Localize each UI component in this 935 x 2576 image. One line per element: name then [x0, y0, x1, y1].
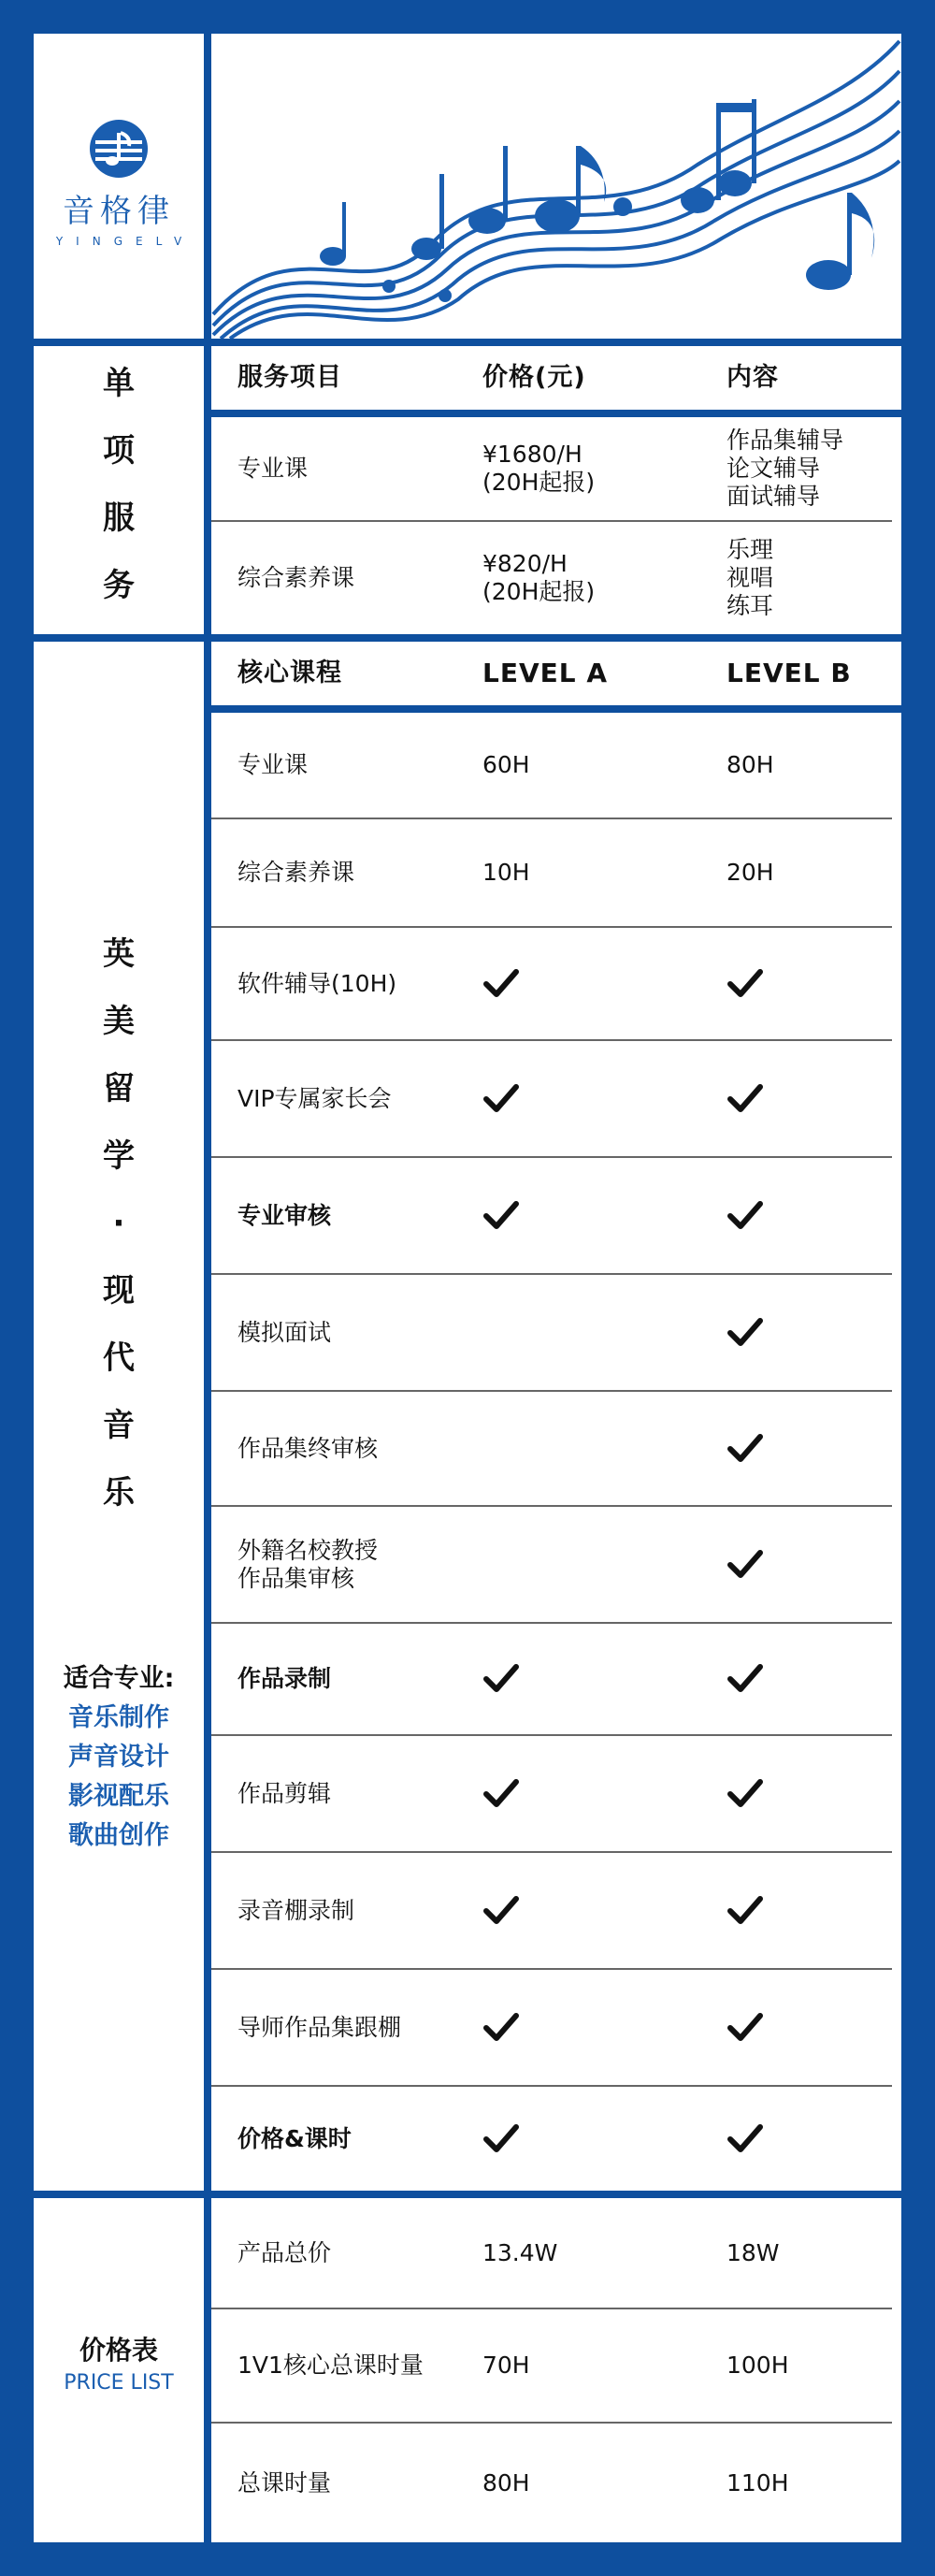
- price-level-a: 70H: [482, 2352, 530, 2379]
- course-name: 外籍名校教授 作品集审核: [237, 1536, 379, 1592]
- course-name: 作品剪辑: [237, 1779, 332, 1807]
- course-name: 综合素养课: [237, 859, 355, 886]
- level-b-check: [726, 1275, 895, 1390]
- course-name: 模拟面试: [237, 1318, 332, 1346]
- brand-name: 音格律: [63, 193, 175, 230]
- checkmark-icon: [482, 1892, 520, 1930]
- brand-logo: [34, 118, 204, 248]
- level-a-empty: [482, 1507, 716, 1622]
- header-service-item: 服务项目: [237, 363, 342, 392]
- section-divider: [34, 339, 901, 346]
- course-name: 作品录制: [237, 1665, 332, 1692]
- level-a-check: [482, 928, 716, 1039]
- level-a-check: [482, 1624, 716, 1734]
- level-a-value: 10H: [482, 859, 530, 886]
- level-b-check: [726, 1624, 895, 1734]
- header-level-a: LEVEL A: [482, 658, 609, 688]
- level-b-value: 20H: [726, 859, 774, 886]
- checkmark-icon: [726, 1660, 764, 1698]
- checkmark-icon: [726, 965, 764, 1003]
- service-price: ¥820/H (20H起报): [482, 550, 596, 605]
- checkmark-icon: [726, 1775, 764, 1813]
- level-a-check: [482, 1853, 716, 1968]
- header-core-course: 核心课程: [237, 658, 342, 687]
- level-b-check: [726, 2087, 895, 2191]
- service-item: 专业课: [237, 455, 309, 482]
- checkmark-icon: [482, 1080, 520, 1118]
- level-a-check: [482, 1970, 716, 2085]
- level-a-check: [482, 2087, 716, 2191]
- checkmark-icon: [482, 2120, 520, 2158]
- price-level-b: 110H: [726, 2468, 789, 2496]
- level-b-check: [726, 1041, 895, 1156]
- service-item: 综合素养课: [237, 564, 355, 591]
- checkmark-icon: [726, 1546, 764, 1584]
- course-name: 软件辅导(10H): [237, 969, 397, 997]
- level-b-check: [726, 1970, 895, 2085]
- course-name: 专业课: [237, 751, 309, 778]
- checkmark-icon: [726, 1430, 764, 1468]
- level-a-check: [482, 1736, 716, 1851]
- level-b-check: [726, 1507, 895, 1622]
- level-a-value: 60H: [482, 751, 530, 778]
- column-divider: [204, 34, 211, 2542]
- major-item: 歌曲创作: [68, 1821, 169, 1850]
- major-item: 音乐制作: [68, 1703, 169, 1732]
- level-a-empty: [482, 1392, 716, 1505]
- price-item-name: 产品总价: [237, 2238, 332, 2266]
- major-item: 影视配乐: [68, 1782, 169, 1811]
- level-a-check: [482, 1041, 716, 1156]
- header-level-b: LEVEL B: [726, 658, 852, 688]
- program-title: 英 美 留 学 · 现 代 音 乐: [103, 935, 135, 1512]
- price-item-name: 1V1核心总课时量: [237, 2352, 424, 2379]
- course-name: 录音棚录制: [237, 1896, 355, 1924]
- level-b-check: [726, 1853, 895, 1968]
- suitable-majors: [34, 1659, 204, 1856]
- price-sheet: [34, 34, 901, 2542]
- course-name: 专业审核: [237, 1201, 332, 1229]
- suitable-label: 适合专业:: [63, 1664, 175, 1693]
- checkmark-icon: [482, 965, 520, 1003]
- level-a-empty: [482, 1275, 716, 1390]
- service-content: 乐理 视唱 练耳: [726, 536, 774, 619]
- checkmark-icon: [726, 2009, 764, 2047]
- course-name: 导师作品集跟棚: [237, 2013, 402, 2041]
- section-divider: [34, 2191, 901, 2198]
- checkmark-icon: [726, 1080, 764, 1118]
- major-item: 声音设计: [68, 1743, 169, 1772]
- level-b-value: 80H: [726, 751, 774, 778]
- level-a-check: [482, 1158, 716, 1273]
- checkmark-icon: [482, 1660, 520, 1698]
- checkmark-icon: [482, 1775, 520, 1813]
- music-note-logo-icon: [88, 118, 150, 180]
- service-content: 作品集辅导 论文辅导 面试辅导: [726, 427, 844, 510]
- header-underline: [211, 410, 901, 417]
- checkmark-icon: [726, 1314, 764, 1352]
- header-underline: [211, 705, 901, 713]
- price-level-b: 18W: [726, 2238, 780, 2266]
- price-item-name: 总课时量: [237, 2468, 332, 2496]
- course-name: 作品集终审核: [237, 1434, 379, 1462]
- brand-subtitle: YINGELV: [55, 235, 195, 248]
- course-name: 价格&课时: [237, 2124, 352, 2152]
- checkmark-icon: [726, 1892, 764, 1930]
- header-content: 内容: [726, 363, 779, 392]
- price-level-a: 80H: [482, 2468, 530, 2496]
- single-service-title: 单 项 服 务: [103, 365, 135, 604]
- level-b-check: [726, 928, 895, 1039]
- level-b-check: [726, 1392, 895, 1505]
- level-b-check: [726, 1736, 895, 1851]
- course-name: VIP专属家长会: [237, 1084, 392, 1112]
- checkmark-icon: [482, 2009, 520, 2047]
- level-b-check: [726, 1158, 895, 1273]
- checkmark-icon: [726, 1197, 764, 1235]
- price-list-title: 价格表 PRICE LIST: [64, 2335, 174, 2395]
- price-level-a: 13.4W: [482, 2238, 558, 2266]
- section-divider: [34, 634, 901, 642]
- price-level-b: 100H: [726, 2352, 789, 2379]
- service-price: ¥1680/H (20H起报): [482, 441, 596, 496]
- checkmark-icon: [726, 2120, 764, 2158]
- header-price: 价格(元): [482, 363, 586, 392]
- checkmark-icon: [482, 1197, 520, 1235]
- music-staff-illustration: [211, 34, 901, 339]
